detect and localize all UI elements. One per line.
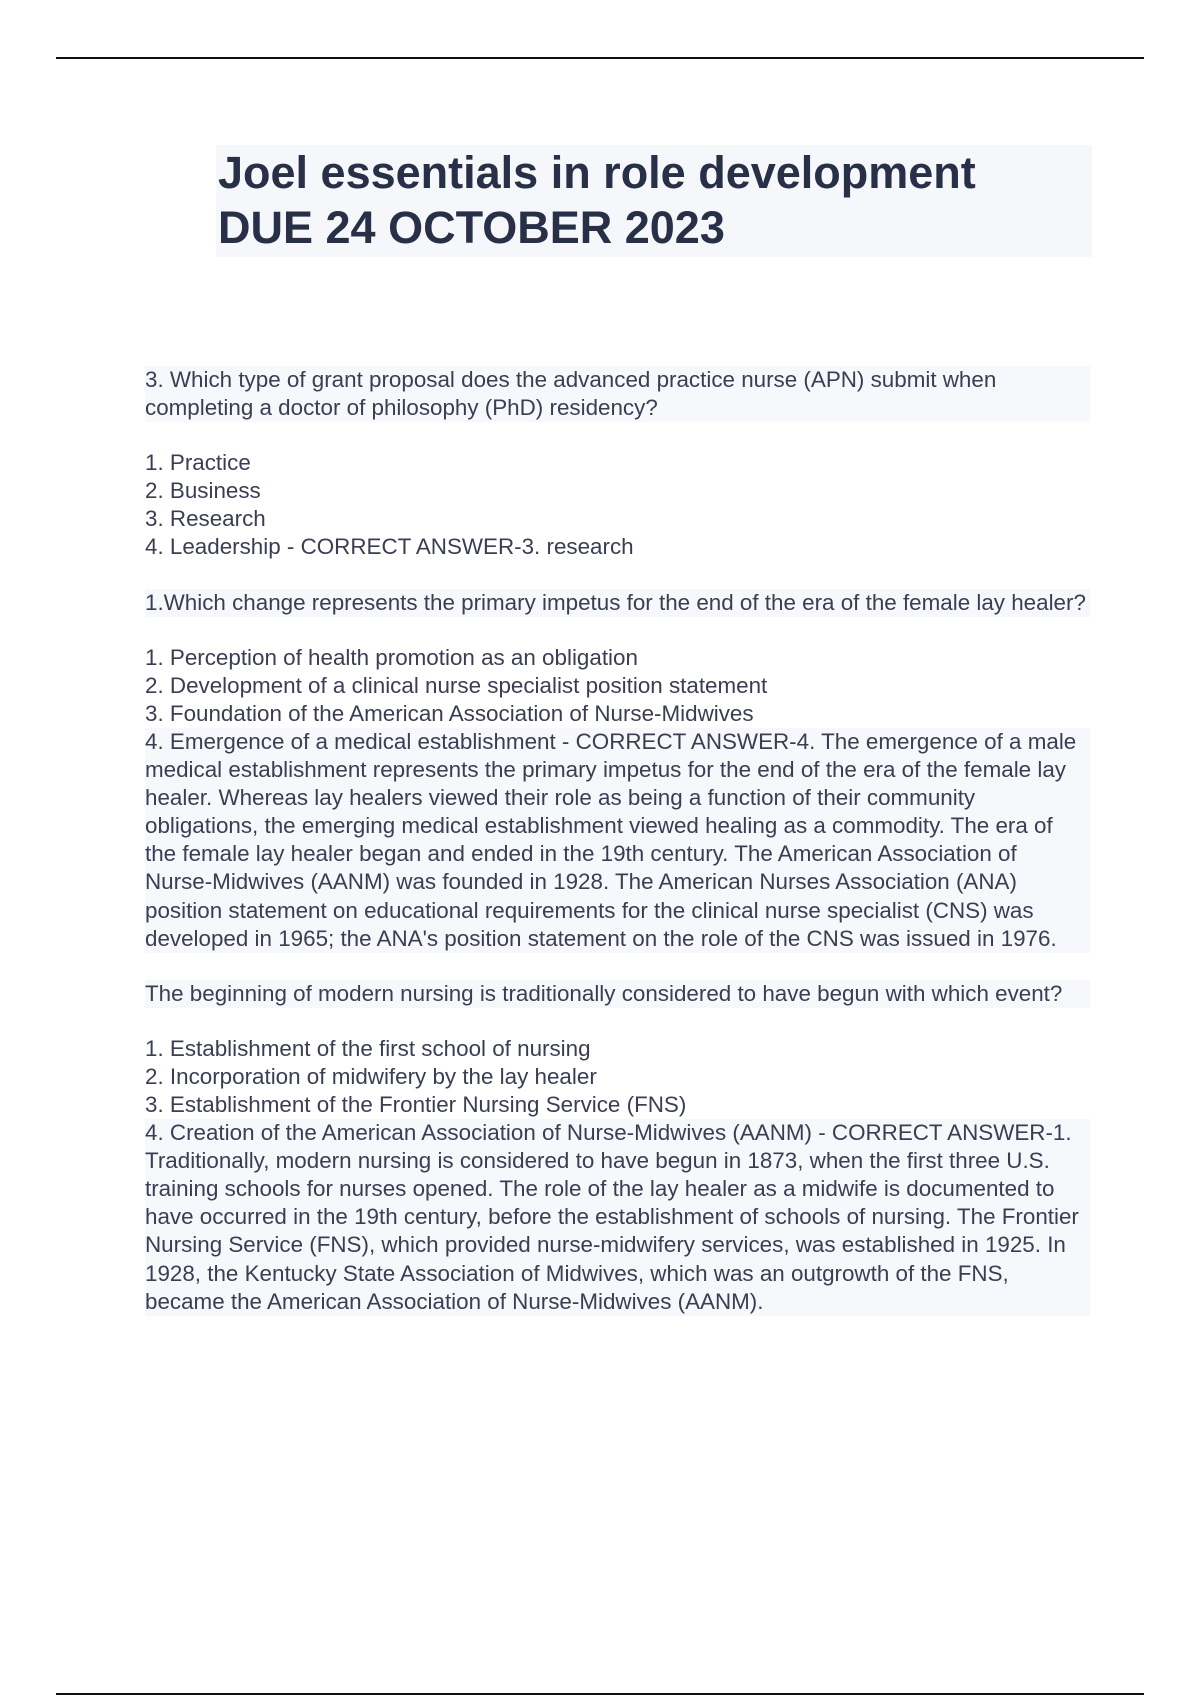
bottom-rule xyxy=(56,1693,1144,1695)
option-item: 1. Establishment of the first school of nursing xyxy=(145,1035,591,1061)
answer-options xyxy=(145,644,1090,953)
option-item: 1. Practice xyxy=(145,450,251,476)
option-item-with-answer: 4. Creation of the American Association of Nurse-Midwives (AANM) - CORRECT ANSWER-1. Traditionally, modern nursing is considered to have begun in 1873, when the first three U.S. training schools for nurses opened. The role of the lay healer as a midwife is documented to have occurred in the 19th century, before the establishment of schools of nursing. The Frontier Nursing Service (FNS), which provided nurse-midwifery services, was established in 1925. In 1928, the Kentucky State Association of Midwives, which was an outgrowth of the FNS, became the American Association of Nurse-Midwives (AANM). xyxy=(145,1119,1090,1316)
option-item: 2. Incorporation of midwifery by the lay healer xyxy=(145,1063,597,1089)
option-item: 3. Research xyxy=(145,506,266,532)
question-block xyxy=(145,366,1090,422)
question-prompt: 3. Which type of grant proposal does the advanced practice nurse (APN) submit when completing a doctor of philosophy (PhD) residency? xyxy=(145,366,1090,422)
document-body xyxy=(145,366,1090,1343)
answer-options xyxy=(145,1035,1090,1316)
option-item: 3. Foundation of the American Association of Nurse-Midwives xyxy=(145,700,754,726)
option-item: 4. Leadership - CORRECT ANSWER-3. research xyxy=(145,534,634,560)
title-line-2: DUE 24 OCTOBER 2023 xyxy=(218,202,725,253)
option-item: 3. Establishment of the Frontier Nursing Service (FNS) xyxy=(145,1091,687,1117)
question-block xyxy=(145,980,1090,1008)
question-prompt: 1.Which change represents the primary impetus for the end of the era of the female lay healer? xyxy=(145,589,1090,617)
question-block xyxy=(145,589,1090,617)
option-item: 2. Business xyxy=(145,478,261,504)
document-title xyxy=(216,145,1092,257)
option-item: 2. Development of a clinical nurse specialist position statement xyxy=(145,672,768,698)
option-item-with-answer: 4. Emergence of a medical establishment - CORRECT ANSWER-4. The emergence of a male medical establishment represents the primary impetus for the end of the era of the female lay healer. Whereas lay healers viewed their role as being a function of their community obligations, the emerging medical establishment viewed healing as a commodity. The era of the female lay healer began and ended in the 19th century. The American Association of Nurse-Midwives (AANM) was founded in 1928. The American Nurses Association (ANA) position statement on educational requirements for the clinical nurse specialist (CNS) was developed in 1965; the ANA's position statement on the role of the CNS was issued in 1976. xyxy=(145,728,1090,953)
option-item: 1. Perception of health promotion as an obligation xyxy=(145,644,638,670)
question-prompt: The beginning of modern nursing is traditionally considered to have begun with which event? xyxy=(145,980,1090,1008)
title-line-1: Joel essentials in role development xyxy=(218,147,976,198)
top-rule xyxy=(56,57,1144,59)
answer-options xyxy=(145,449,1090,561)
